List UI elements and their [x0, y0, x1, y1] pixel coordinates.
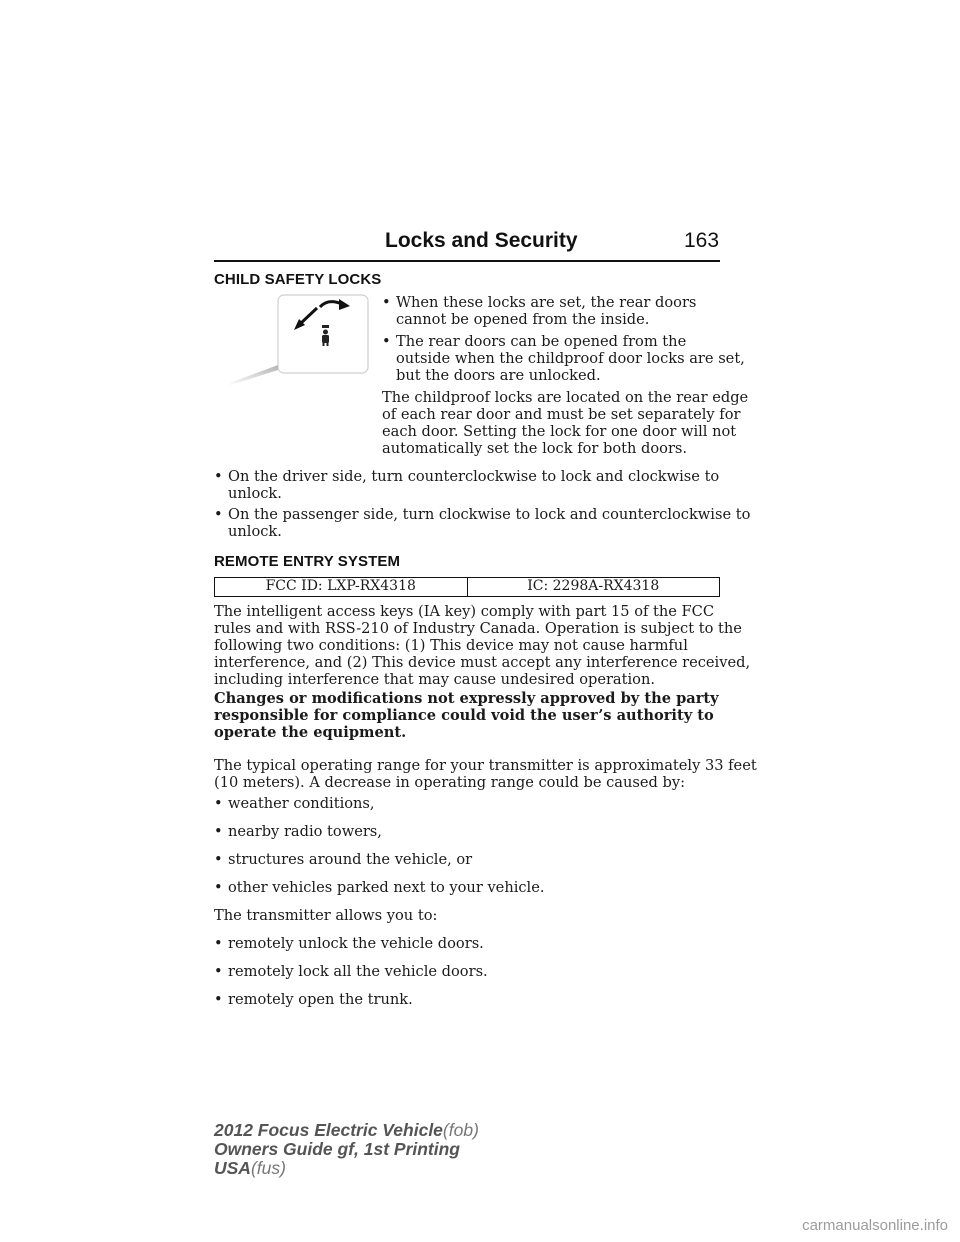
fcc-compliance-paragraph: The intelligent access keys (IA key) comply with part 15 of the FCC rules and with RSS-210 of Industry Canada. Operation is subject to the following two conditions: (1) This device may not cause harmful interference, and (2) This device must accept any interference received, including interference that may cause undesired operation.	[214, 603, 751, 688]
fcc-id-table	[214, 577, 720, 597]
list-item	[214, 963, 720, 980]
transmitter-intro: The transmitter allows you to:	[214, 907, 438, 924]
bullet-glyph: •	[214, 963, 223, 980]
bullet-text: On the passenger side, turn clockwise to lock and counterclockwise to	[228, 506, 751, 523]
list-item	[214, 935, 720, 952]
operating-range-paragraph: The typical operating range for your transmitter is approximately 33 feet (10 meters). A decrease in operating range could be caused by:	[214, 757, 757, 791]
fcc-id-cell: FCC ID: LXP-RX4318	[265, 578, 416, 594]
list-item	[214, 468, 720, 502]
bullet-text: remotely lock all the vehicle doors.	[228, 963, 488, 980]
list-item	[214, 851, 720, 868]
bullet-text: cannot be opened from the inside.	[396, 311, 650, 328]
bullet-text: remotely unlock the vehicle doors.	[228, 935, 484, 952]
bullet-glyph: •	[214, 851, 223, 868]
bullet-text: On the driver side, turn counterclockwise to lock and clockwise to	[228, 468, 720, 485]
print-footer	[214, 1121, 479, 1178]
bullet-text: remotely open the trunk.	[228, 991, 413, 1008]
bullet-glyph: •	[214, 468, 223, 485]
bullet-text: weather conditions,	[228, 795, 375, 812]
header-rule	[214, 260, 720, 262]
bullet-glyph: •	[214, 795, 223, 812]
list-item	[214, 879, 720, 896]
bullet-text: unlock.	[228, 523, 282, 540]
bullet-text: The rear doors can be opened from the	[396, 333, 687, 350]
footer-market: USA	[214, 1158, 251, 1178]
bullet-text: but the doors are unlocked.	[396, 367, 601, 384]
list-item	[382, 294, 722, 328]
childproof-location-paragraph: The childproof locks are located on the rear edge of each rear door and must be set separately for each door. Setting the lock for one door will not automatically set the lock for both doors.	[382, 389, 749, 457]
child-lock-icon	[228, 294, 370, 394]
bullet-glyph: •	[382, 294, 391, 311]
child-lock-illustration	[228, 294, 370, 394]
bullet-glyph: •	[214, 823, 223, 840]
bullet-text: nearby radio towers,	[228, 823, 382, 840]
footer-vehicle: 2012 Focus Electric Vehicle	[214, 1120, 443, 1140]
list-item	[382, 333, 745, 384]
list-item	[214, 991, 720, 1008]
bullet-text: outside when the childproof door locks are set,	[396, 350, 745, 367]
page-number: 163	[684, 229, 720, 252]
footer-market-code: (fus)	[250, 1158, 286, 1178]
remote-entry-heading: REMOTE ENTRY SYSTEM	[214, 553, 401, 570]
bullet-glyph: •	[214, 935, 223, 952]
watermark: carmanualsonline.info	[802, 1217, 948, 1234]
bullet-glyph: •	[214, 991, 223, 1008]
child-safety-heading: CHILD SAFETY LOCKS	[214, 271, 382, 288]
list-item	[214, 795, 720, 812]
footer-code: (fob)	[442, 1120, 479, 1140]
bullet-glyph: •	[214, 879, 223, 896]
list-item	[214, 823, 720, 840]
list-item	[214, 506, 751, 540]
modification-warning: Changes or modifications not expressly approved by the party responsible for compliance could void the user’s authority to operate the equipment.	[214, 690, 719, 741]
bullet-glyph: •	[382, 333, 391, 350]
bullet-text: other vehicles parked next to your vehicle.	[228, 879, 545, 896]
bullet-glyph: •	[214, 506, 223, 523]
section-title: Locks and Security	[385, 229, 578, 252]
bullet-text: When these locks are set, the rear doors	[396, 294, 697, 311]
footer-guide: Owners Guide gf, 1st Printing	[214, 1139, 460, 1159]
ic-cell: IC: 2298A-RX4318	[467, 578, 720, 596]
bullet-text: structures around the vehicle, or	[228, 851, 473, 868]
bullet-text: unlock.	[228, 485, 282, 502]
